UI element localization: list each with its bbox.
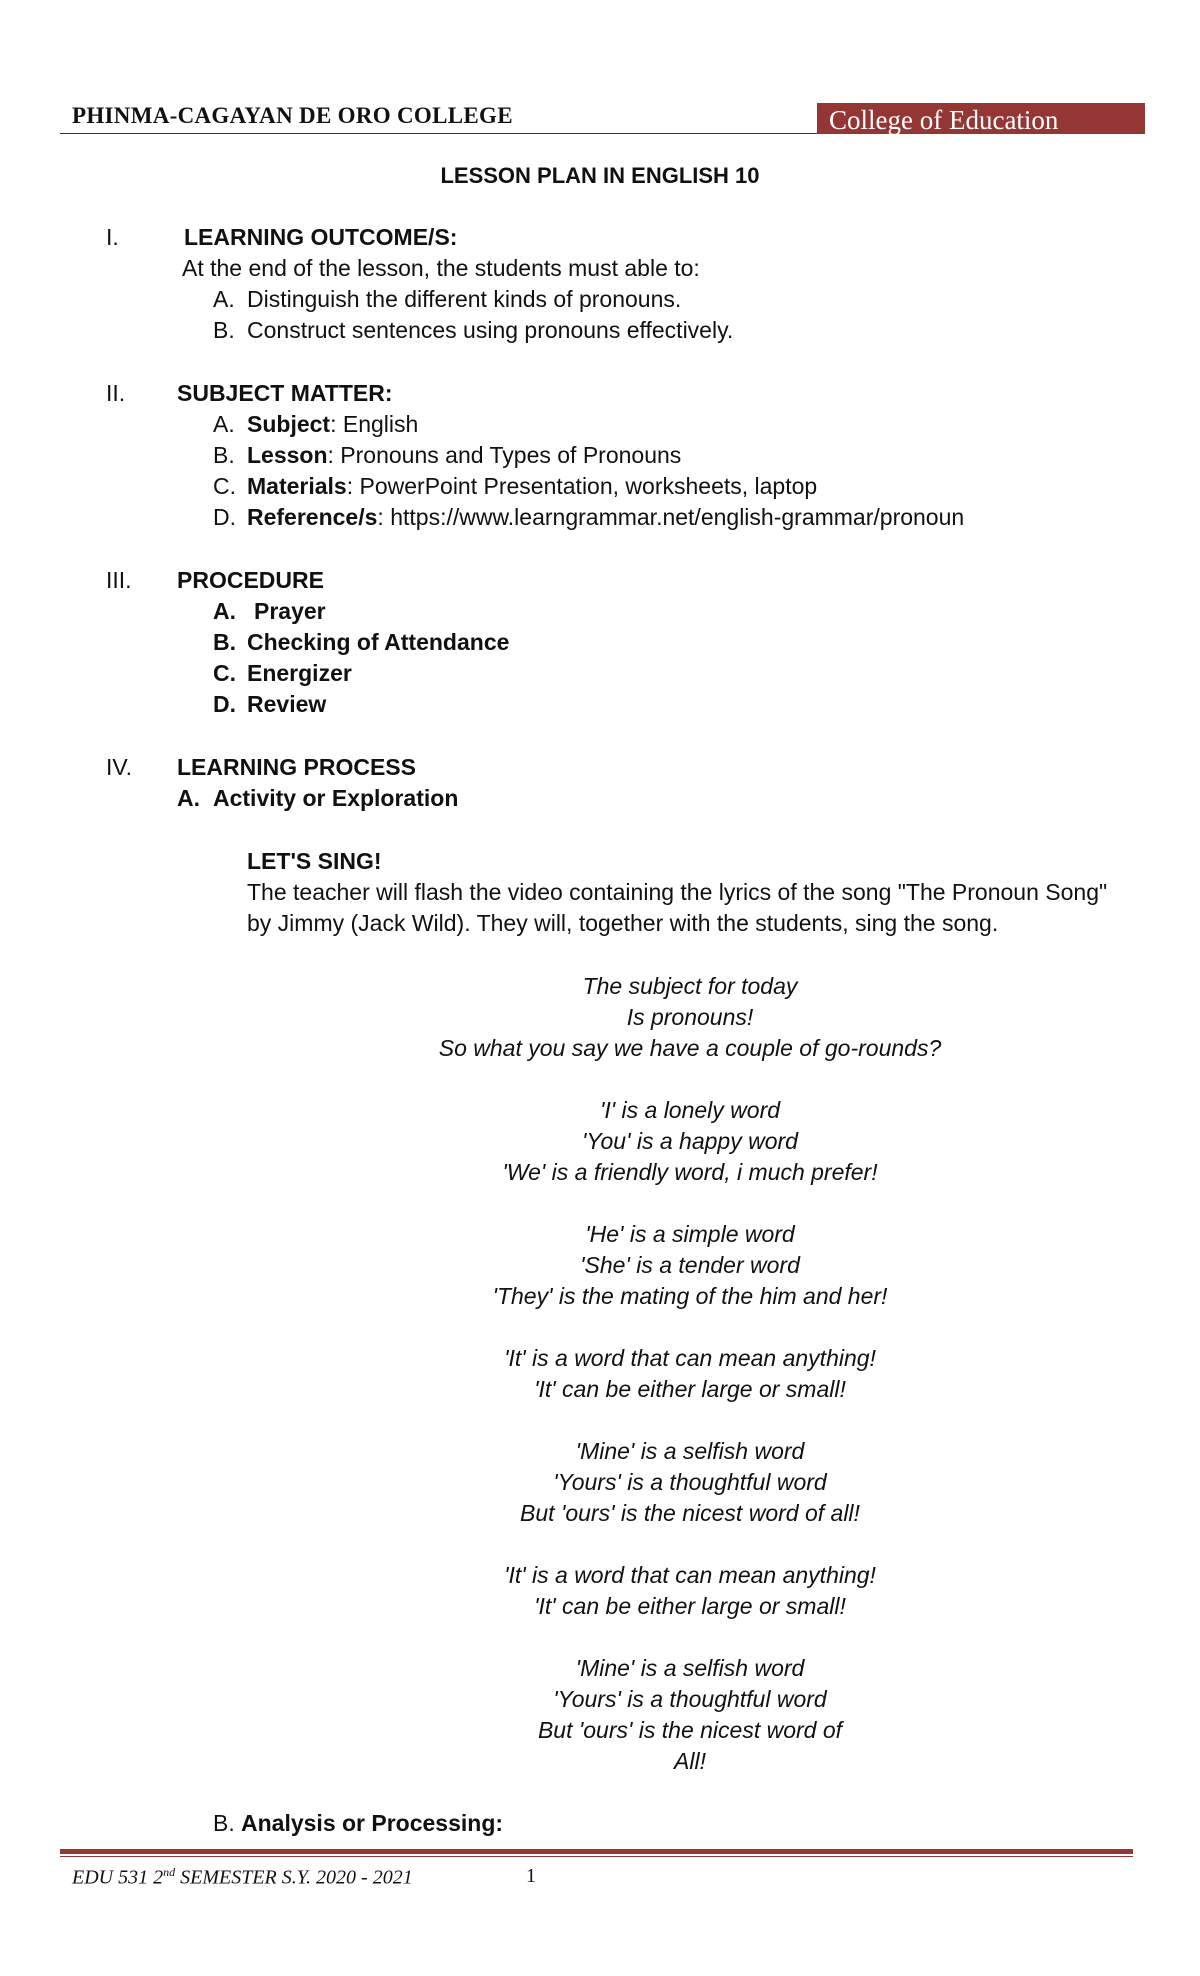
lyric-line: But 'ours' is the nicest word of all! <box>520 1500 860 1526</box>
item-value: : https://www.learngrammar.net/english-grammar/pronoun <box>377 504 965 530</box>
sub-heading: Activity or Exploration <box>213 785 459 811</box>
lyric-line: The subject for today <box>582 973 798 999</box>
item-label: Materials <box>247 473 347 499</box>
lyric-line: 'Mine' is a selfish word <box>575 1655 805 1681</box>
lyric-line: 'It' can be either large or small! <box>534 1376 846 1402</box>
section-numeral: I. <box>106 224 119 250</box>
list-letter: C. <box>213 660 236 686</box>
activity-description: by Jimmy (Jack Wild). They will, together with the students, sing the song. <box>247 910 999 936</box>
item-label: Reference/s <box>247 504 378 530</box>
list-letter: A. <box>213 286 235 312</box>
section-numeral: II. <box>106 380 126 406</box>
activity-title: LET'S SING! <box>247 848 382 874</box>
college-badge <box>817 103 1145 134</box>
section-heading: LEARNING PROCESS <box>177 754 416 780</box>
lyric-line: 'Yours' is a thoughtful word <box>553 1686 827 1712</box>
list-item <box>247 504 964 531</box>
list-item: Energizer <box>247 660 352 686</box>
lyric-line: 'It' is a word that can mean anything! <box>504 1562 876 1588</box>
list-letter: B. <box>213 442 235 468</box>
footer-course: EDU 531 2 <box>72 1866 164 1889</box>
list-item <box>247 442 681 469</box>
lyric-line: 'He' is a simple word <box>585 1221 795 1247</box>
footer-semester <box>72 1865 413 1890</box>
section-heading: LEARNING OUTCOME/S: <box>184 224 458 250</box>
lyric-line: So what you say we have a couple of go-rounds? <box>438 1035 942 1061</box>
section-heading: SUBJECT MATTER: <box>177 380 393 406</box>
lyric-line: 'Yours' is a thoughtful word <box>553 1469 827 1495</box>
list-item: Review <box>247 691 327 717</box>
section-numeral: III. <box>106 567 132 593</box>
item-value: : PowerPoint Presentation, worksheets, laptop <box>346 473 818 499</box>
list-item: Checking of Attendance <box>247 629 510 655</box>
lyric-line: 'I' is a lonely word <box>599 1097 781 1123</box>
lyric-line: 'She' is a tender word <box>580 1252 800 1278</box>
page-title: LESSON PLAN IN ENGLISH 10 <box>440 163 760 188</box>
sub-letter: A. <box>177 785 200 811</box>
list-item <box>247 473 817 500</box>
footer-rule-thick <box>60 1849 1133 1854</box>
outcomes-intro: At the end of the lesson, the students must able to: <box>182 255 700 281</box>
list-letter: B. <box>213 317 235 343</box>
lyric-line: 'It' is a word that can mean anything! <box>504 1345 876 1371</box>
lyric-line: Is pronouns! <box>626 1004 754 1030</box>
lyric-line: 'They' is the mating of the him and her! <box>492 1283 888 1309</box>
item-value: : English <box>330 411 419 437</box>
section-numeral: IV. <box>106 754 133 780</box>
lyric-line: 'You' is a happy word <box>582 1128 798 1154</box>
college-name: College of Education <box>829 105 1059 135</box>
lyric-line: 'It' can be either large or small! <box>534 1593 846 1619</box>
list-letter: B. <box>213 629 236 655</box>
page-number: 1 <box>526 1865 536 1887</box>
lyric-line: But 'ours' is the nicest word of <box>537 1717 843 1743</box>
section-heading: PROCEDURE <box>177 567 324 593</box>
list-item: Construct sentences using pronouns effectively. <box>247 317 734 343</box>
list-item: Distinguish the different kinds of pronouns. <box>247 286 682 312</box>
list-letter: C. <box>213 473 236 499</box>
list-letter: D. <box>213 691 236 717</box>
item-label: Subject <box>247 411 331 437</box>
list-item: Prayer <box>254 598 326 624</box>
activity-description: The teacher will flash the video containing the lyrics of the song "The Pronoun Song" <box>247 879 1108 905</box>
sub-letter: B. <box>213 1810 235 1836</box>
list-letter: A. <box>213 411 235 437</box>
footer-rule-thin <box>60 1856 1133 1857</box>
school-name: PHINMA-CAGAYAN DE ORO COLLEGE <box>72 103 513 128</box>
sub-heading: Analysis or Processing: <box>241 1810 504 1836</box>
lyric-line: 'Mine' is a selfish word <box>575 1438 805 1464</box>
footer-sy: SEMESTER S.Y. 2020 - 2021 <box>175 1866 413 1889</box>
list-letter: A. <box>213 598 236 624</box>
footer-sup: nd <box>163 1865 176 1879</box>
list-item <box>247 411 418 438</box>
list-letter: D. <box>213 504 236 530</box>
item-value: : Pronouns and Types of Pronouns <box>327 442 682 468</box>
lyric-line: 'We' is a friendly word, i much prefer! <box>502 1159 878 1185</box>
lyric-line: All! <box>674 1748 706 1774</box>
item-label: Lesson <box>247 442 328 468</box>
